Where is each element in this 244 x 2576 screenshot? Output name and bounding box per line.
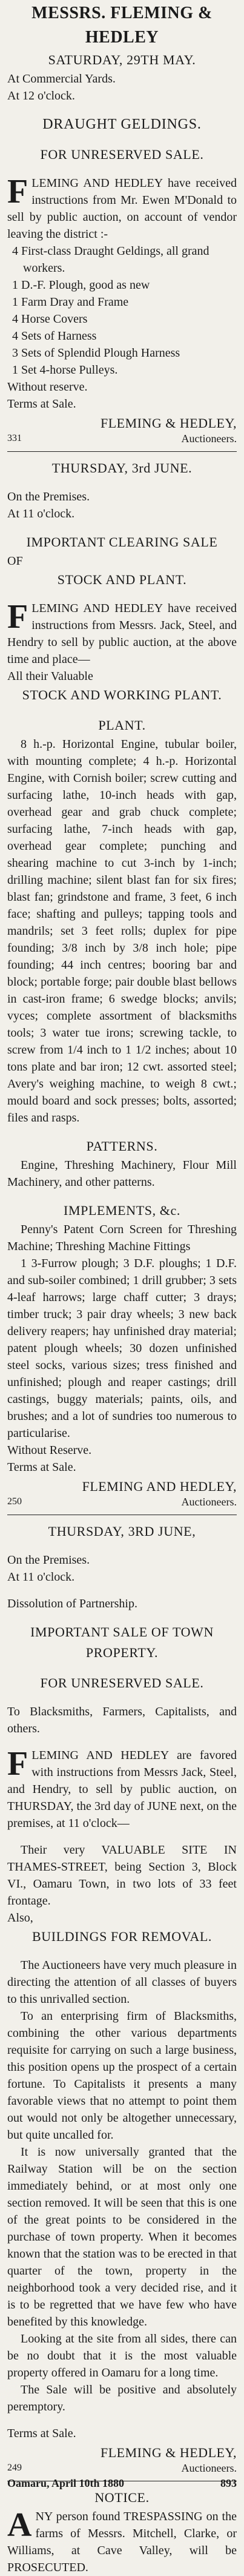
advertisement-clearing-sale (7, 458, 237, 1508)
plant-text: 8 h.-p. Horizontal Engine, tubular boiler, with mounting complete; 4 h.-p. Horizontal Engine, with Cornish boiler; screw cutting and surfacing lathe, 10-inch heads with gap, overhead gear and grab chuck complete; surfacing lathe, 7-inch heads with gap, overhead gear complete; punching and shearing machine to cut 3-inch by 1-inch; drilling machine; silent blast fan for six fires; blast fan; grindstone and frame, 3 feet, 6 inch face; shafting and pulleys; tapping tools and mandrils; set 3 feet rolls; duplex for pipe founding; 3/8 inch by 3/8 inch hole; pipe founding; 44 inch centres; booring bar and block; portable forge; pair double blast bellows in cast-iron frame; 6 swedge blocks; anvils; vyces; complete assortment of blacksmiths tools; 3 water tue irons; screwing tackle, to screw from 1/4 inch to 1 1/2 inches; about 10 tons plate and bar iron; 12 cwt. assorted steel; Avery's weighing machine, to weigh 8 cwt.; mould board and sock presses; bolts, assorted; files and rasps. (7, 738, 237, 1125)
body-paragraph: The Auctioneers have very much pleasure in directing the attention of all classes of buyers to this unrivalled section. (7, 1959, 237, 2006)
intro-paragraph (7, 175, 237, 243)
drop-cap: A (7, 2506, 32, 2544)
dissolution-line: Dissolution of Partnership. (7, 1597, 137, 1610)
sale-title-2: PROPERTY. (85, 1645, 159, 1660)
site-title: Their very VALUABLE SITE IN THAMES-STREET, being Section 3, Block VI., Oamaru Town, in two lots of 33 feet frontage. (7, 1843, 237, 1908)
auctioneer-role: Auctioneers. (181, 2462, 237, 2474)
auctioneer-role: Auctioneers. (181, 1496, 237, 1508)
patterns-text: Engine, Threshing Machinery, Flour Mill Machinery, and other patterns. (7, 1159, 237, 1189)
sale-time: At 12 o'clock. (7, 89, 75, 103)
implements-text-2: 1 3-Furrow plough; 3 D.F. ploughs; 1 D.F. and sub-soiler combined; 1 drill grubber; 3 sets 4-leaf harrows; large chaff cutter; 3 drays; timber truck; 3 pair dray wheels; 3 new back delivery reapers; hay unfinished dray material; patent plough wheels; 30 dozen unfinished steel socks, various sizes; tress finished and unfinished; plough and reaper castings; drill castings, buggy materials; paints, oils, and brushes; and a lot of sundries too numerous to particularise. (7, 1257, 237, 1440)
signature-block (7, 415, 237, 445)
sale-date: SATURDAY, 29TH MAY. (48, 52, 196, 67)
list-item: 1 Farm Dray and Frame (12, 295, 129, 309)
list-item: 1 Set 4-horse Pulleys. (12, 363, 118, 377)
ad-number: 331 (7, 433, 22, 443)
lot-list (7, 243, 237, 378)
sale-date: THURSDAY, 3rd JUNE. (51, 460, 193, 476)
intro-text: LEMING AND HEDLEY have received instructions from Messrs. Jack, Steel, and Hendry to sell by public auction, at the above time and place— (7, 602, 237, 666)
signature-block (7, 2444, 237, 2475)
body-paragraph: It is now universally granted that the Railway Station will be on the section immediately behind, or at most only one section removed. It will be seen that this is one of the great points to be considered in the purchase of town property. When it becomes known that the station was to be erected in that quarter of the town, property in the neighborhood took a very decided rise, and it is to be regretted that we have few who have benefited by this knowledge. (7, 2145, 237, 2329)
notice-paragraph (7, 2508, 237, 2576)
body-paragraph: Looking at the site from all sides, there can be no doubt that it is the most valuable property offered in Oamaru for a long time. (7, 2332, 237, 2379)
sale-time: At 11 o'clock. (7, 507, 75, 520)
sale-date: THURSDAY, 3RD JUNE, (48, 1524, 196, 1539)
auctioneer-name: FLEMING AND HEDLEY, (82, 1479, 237, 1494)
ad-number: 250 (7, 1496, 22, 1507)
implements-heading: IMPLEMENTS, &c. (64, 1203, 180, 1218)
advertisement-town-property (7, 1521, 237, 2475)
buildings-title: BUILDINGS FOR REMOVAL. (32, 1929, 212, 1944)
sale-venue: On the Premises. (7, 490, 90, 503)
sale-title-2: STOCK AND PLANT. (57, 572, 187, 587)
list-item: 3 Sets of Splendid Plough Harness (12, 346, 180, 360)
auctioneer-name: FLEMING & HEDLEY, (100, 415, 237, 431)
footer-dateline: Oamaru, April 10th 1880 (7, 2477, 125, 2489)
advertisement-column (0, 1, 244, 2574)
implements-text-1: Penny's Patent Corn Screen for Threshing Machine; Threshing Machine Fittings (7, 1223, 237, 1253)
sale-venue: On the Premises. (7, 1553, 90, 1567)
terms-note: Terms at Sale. (7, 2427, 76, 2440)
sale-type: FOR UNRESERVED SALE. (40, 147, 204, 162)
auctioneer-name: FLEMING & HEDLEY, (100, 2445, 237, 2460)
footer (7, 2476, 237, 2490)
divider (7, 451, 237, 452)
terms-note: Terms at Sale. (7, 397, 76, 411)
drop-cap: F (7, 1745, 28, 1783)
trespass-notice (7, 2487, 237, 2576)
list-item: 1 D.-F. Plough, good as new (12, 278, 150, 292)
stock-title: STOCK AND WORKING PLANT. (22, 687, 222, 702)
list-item: 4 Horse Covers (12, 312, 88, 326)
drop-cap: F (7, 173, 28, 210)
also-line: Also, (7, 1911, 33, 1925)
intro-paragraph (7, 1747, 237, 1832)
list-item: 4 First-class Draught Geldings, all grand workers. (12, 244, 209, 275)
advertisement-draught-geldings (7, 1, 237, 445)
list-item: 4 Sets of Harness (12, 329, 97, 343)
sale-type: FOR UNRESERVED SALE. (40, 1675, 204, 1690)
drop-cap: F (7, 598, 28, 636)
auctioneer-role: Auctioneers. (181, 432, 237, 445)
ad-number: 249 (7, 2463, 22, 2473)
sale-subtitle: OF (7, 554, 23, 568)
notice-text: NY person found TRESPASSING on the farms of Messrs. Mitchell, Clarke, or Williams, at Cave Valley, will be PROSECUTED. (7, 2510, 237, 2574)
plant-heading: PLANT. (98, 718, 146, 733)
reserve-note: Without Reserve. (7, 1444, 92, 1457)
valuable-line: All their Valuable (7, 670, 93, 683)
intro-text: LEMING AND HEDLEY are favored with instructions from Messrs Jack, Steel, and Hendry, to sell by public auction, on THURSDAY, the 3rd day of JUNE next, on the premises, at 11 o'clock— (7, 1749, 237, 1830)
sale-title: IMPORTANT CLEARING SALE (26, 534, 218, 550)
intro-paragraph (7, 600, 237, 668)
signature-block (7, 1478, 237, 1508)
masthead: MESSRS. FLEMING & HEDLEY (31, 4, 213, 47)
reserve-note: Without reserve. (7, 380, 88, 394)
intro-text: LEMING AND HEDLEY have received instructions from Mr. Ewen M'Donald to sell by public auction, on account of vendor leaving the district :- (7, 177, 237, 241)
terms-note: Terms at Sale. (7, 1461, 76, 1474)
notice-heading: NOTICE. (94, 2490, 150, 2505)
sale-title: IMPORTANT SALE OF TOWN (30, 1624, 214, 1639)
sale-time: At 11 o'clock. (7, 1570, 75, 1584)
addressees: To Blacksmiths, Farmers, Capitalists, and others. (7, 1705, 237, 1735)
sale-title: DRAUGHT GELDINGS. (42, 116, 202, 132)
body-paragraph: To an enterprising firm of Blacksmiths, combining the other various departments requisite for carrying on such a large business, this position opens up the prospect of a certain fortune. To Capitalists it presents a many favorable views that no attempt to point them out would not only be altogether unnecessary, but quite uncalled for. (7, 2009, 237, 2142)
patterns-heading: PATTERNS. (86, 1138, 158, 1154)
sale-venue: At Commercial Yards. (7, 72, 116, 86)
footer-number: 893 (220, 2477, 237, 2489)
body-paragraph: The Sale will be positive and absolutely peremptory. (7, 2383, 237, 2413)
